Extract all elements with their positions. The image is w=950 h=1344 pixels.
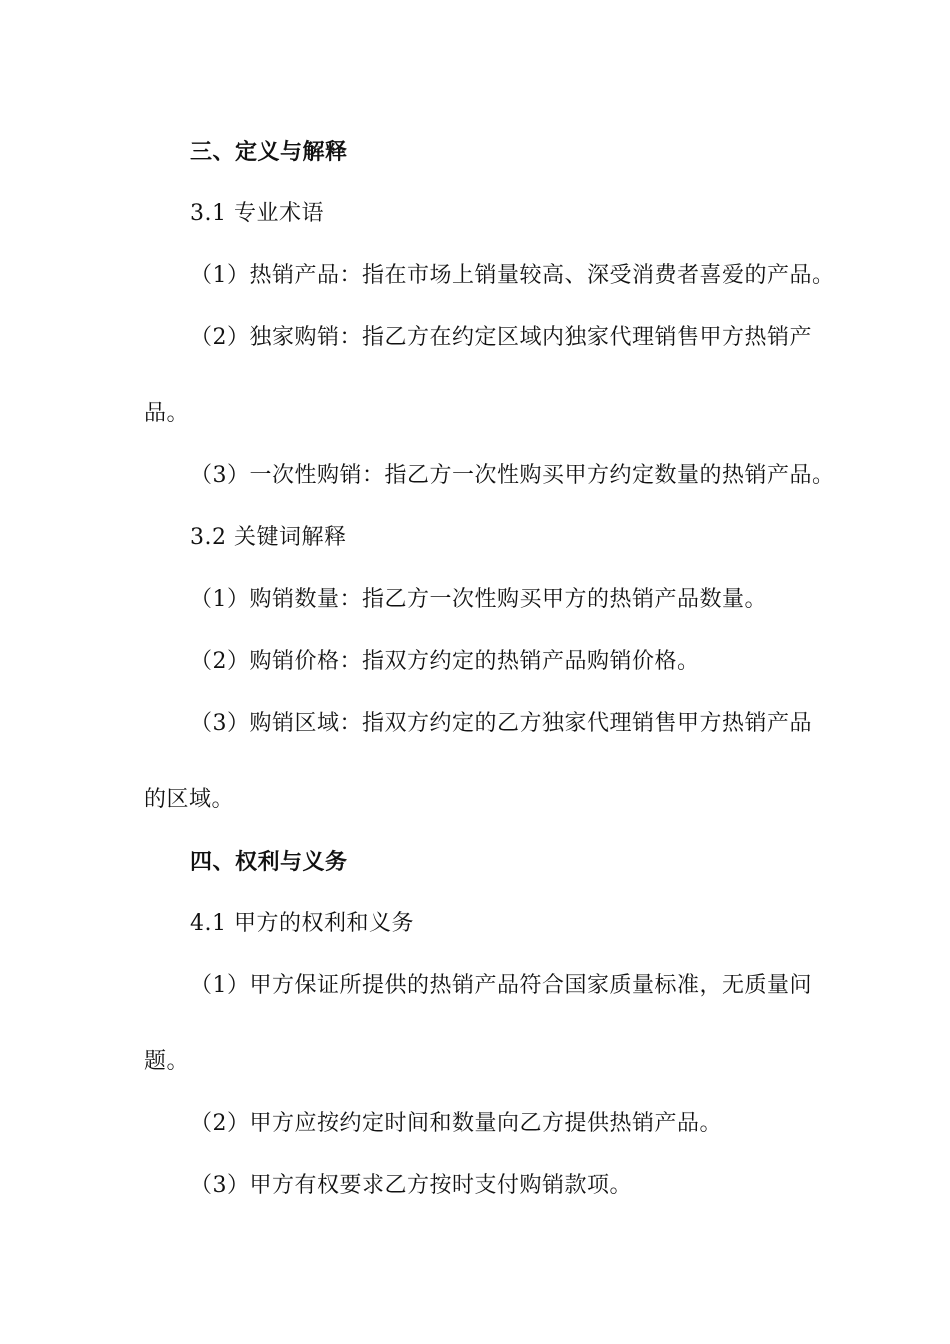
paragraph-line: （2）独家购销：指乙方在约定区域内独家代理销售甲方热销产: [190, 325, 812, 350]
paragraph-line: （3）一次性购销：指乙方一次性购买甲方约定数量的热销产品。: [190, 463, 835, 488]
section-heading-definitions: 三、定义与解释: [190, 139, 348, 165]
paragraph-line: （1）甲方保证所提供的热销产品符合国家质量标准，无质量问: [190, 973, 812, 998]
paragraph-line-continuation: 的区域。: [144, 787, 235, 812]
paragraph-line: （3）购销区域：指双方约定的乙方独家代理销售甲方热销产品: [190, 711, 812, 736]
paragraph-line: （2）甲方应按约定时间和数量向乙方提供热销产品。: [190, 1111, 722, 1136]
section-heading-rights: 四、权利与义务: [190, 849, 348, 875]
paragraph-line: （1）热销产品：指在市场上销量较高、深受消费者喜爱的产品。: [190, 263, 835, 288]
subsection-title-keywords: 3.2 关键词解释: [190, 525, 347, 550]
subsection-title-terms: 3.1 专业术语: [190, 201, 324, 226]
paragraph-line-continuation: 题。: [144, 1049, 190, 1074]
paragraph-line-continuation: 品。: [144, 401, 190, 426]
paragraph-line: （2）购销价格：指双方约定的热销产品购销价格。: [190, 649, 700, 674]
subsection-title-party-a: 4.1 甲方的权利和义务: [190, 911, 414, 936]
paragraph-line: （3）甲方有权要求乙方按时支付购销款项。: [190, 1173, 632, 1198]
paragraph-line: （1）购销数量：指乙方一次性购买甲方的热销产品数量。: [190, 587, 767, 612]
